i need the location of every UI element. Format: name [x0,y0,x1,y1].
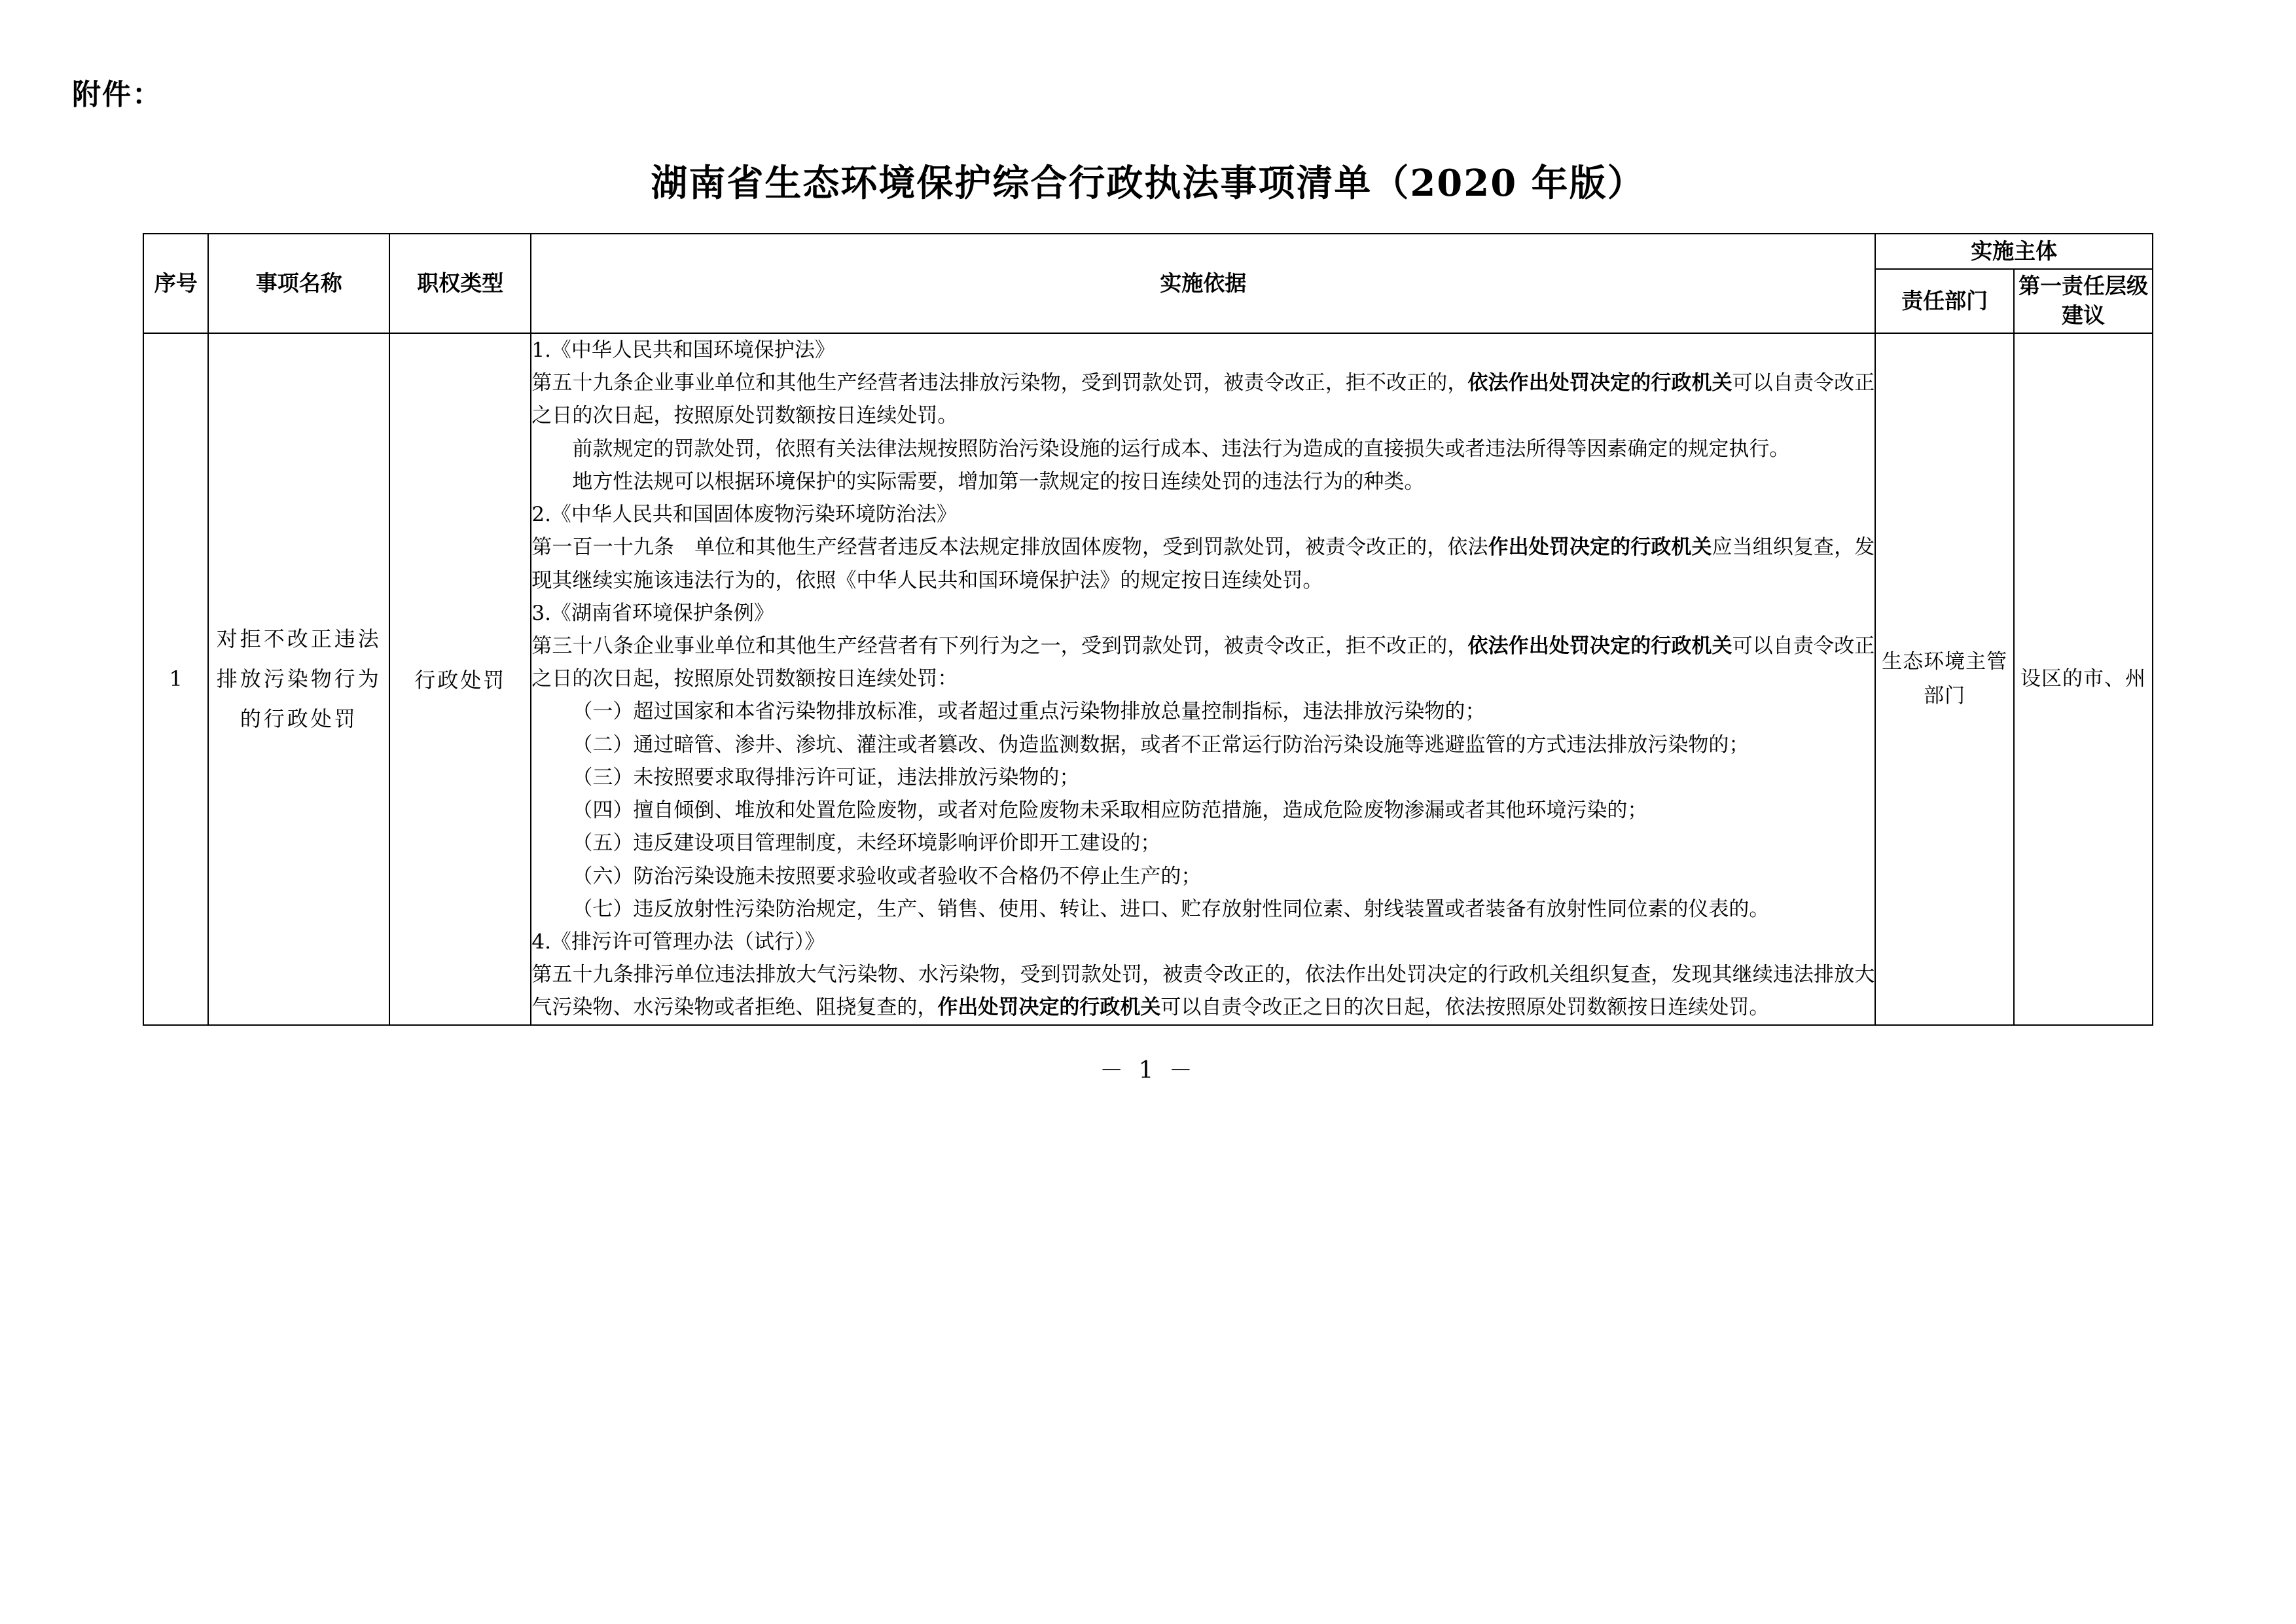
cell-basis [531,333,1875,1025]
basis-text: 地方性法规可以根据环境保护的实际需要，增加第一款规定的按日连续处罚的违法行为的种类。 [572,469,1425,494]
page-number: － 1 － [1100,1056,1196,1084]
basis-paragraph [531,367,1874,432]
basis-text: 第五十九条排污单位违法排放大气污染物、水污染物，受到罚款处罚，被责令改正的，依法作出处罚决定的行政机关组织复查，发现其继续违法排放大气污染物、水污染物或者拒绝、阻挠复查的， [531,963,1875,1020]
basis-text: 可以自责令改正之日的次日起，按照原处罚数额按日连续处罚： [531,634,1875,691]
basis-text: （三）未按照要求取得排污许可证，违法排放污染物的； [572,765,1080,789]
basis-text: （四）擅自倾倒、堆放和处置危险废物，或者对危险废物未采取相应防范措施，造成危险废物渗漏或者其他环境污染的； [572,799,1648,823]
basis-text: 第五十九条企业事业单位和其他生产经营者违法排放污染物，受到罚款处罚，被责令改正，拒不改正的， [531,371,1468,395]
basis-paragraph [531,433,1874,465]
table-header-row-1 [143,234,2153,269]
basis-paragraph [531,597,1874,630]
basis-paragraph [531,465,1874,498]
basis-text: 3.《湖南省环境保护条例》 [531,601,774,625]
basis-paragraph [531,729,1874,761]
page-title: 湖南省生态环境保护综合行政执法事项清单（2020 年版） [651,162,1645,205]
header-first-level: 第一责任层级建议 [2014,269,2153,333]
basis-emphasis: 依法作出处罚决定的行政机关 [1467,634,1732,658]
cell-item-name: 对拒不改正违法排放污染物行为的行政处罚 [208,333,389,1025]
basis-paragraph [531,498,1874,531]
cell-first-level: 设区的市、州 [2014,333,2153,1025]
header-basis: 实施依据 [531,234,1875,333]
basis-paragraph [531,630,1874,695]
basis-text: （六）防治污染设施未按照要求验收或者验收不合格仍不停止生产的； [572,864,1202,888]
basis-emphasis: 依法作出处罚决定的行政机关 [1467,371,1732,395]
basis-paragraph [531,794,1874,827]
enforcement-items-table [143,233,2153,1026]
cell-seq: 1 [143,333,208,1025]
header-item-name: 事项名称 [208,234,389,333]
basis-text: 第一百一十九条 单位和其他生产经营者违反本法规定排放固体废物，受到罚款处罚，被责令改正的，依法 [531,535,1488,560]
basis-paragraph [531,695,1874,728]
basis-paragraph [531,860,1874,893]
basis-text: （五）违反建设项目管理制度，未经环境影响评价即开工建设的； [572,831,1161,856]
basis-text: 前款规定的罚款处罚，依照有关法律法规按照防治污染设施的运行成本、违法行为造成的直接损失或者违法所得等因素确定的规定执行。 [572,437,1790,461]
basis-paragraph [531,926,1874,958]
basis-text: 1.《中华人民共和国环境保护法》 [531,338,835,362]
basis-paragraph [531,334,1874,367]
basis-text: 第三十八条企业事业单位和其他生产经营者有下列行为之一，受到罚款处罚，被责令改正，拒不改正的， [531,634,1468,658]
basis-emphasis: 作出处罚决定的行政机关 [1488,535,1712,560]
basis-paragraph [531,531,1874,596]
basis-text: 应当组织复查，发现其继续实施该违法行为的，依照《中华人民共和国环境保护法》的规定按日连续处罚。 [531,535,1875,592]
header-responsible-dept: 责任部门 [1875,269,2014,333]
basis-text: 4.《排污许可管理办法（试行）》 [531,929,825,954]
header-seq [143,234,208,333]
header-subject-group: 实施主体 [1875,234,2153,269]
cell-responsible-dept: 生态环境主管部门 [1875,333,2014,1025]
basis-paragraph [531,893,1874,926]
basis-text: 2.《中华人民共和国固体废物污染环境防治法》 [531,503,957,527]
header-seq-label: 序号 [154,270,198,297]
basis-text: 可以自责令改正之日的次日起，依法按照原处罚数额按日连续处罚。 [1160,996,1770,1020]
basis-text: （一）超过国家和本省污染物排放标准，或者超过重点污染物排放总量控制指标，违法排放污染物的； [572,700,1486,724]
basis-text: 可以自责令改正之日的次日起，按照原处罚数额按日连续处罚。 [531,371,1875,428]
basis-paragraph [531,827,1874,859]
table-row [143,333,2153,1025]
basis-emphasis: 作出处罚决定的行政机关 [937,996,1161,1020]
basis-paragraph [531,761,1874,794]
basis-paragraph [531,958,1874,1024]
cell-power-type: 行政处罚 [389,333,531,1025]
basis-text: （七）违反放射性污染防治规定，生产、销售、使用、转让、进口、贮存放射性同位素、射线装置或者装备有放射性同位素的仪表的。 [572,897,1770,921]
attachment-label: 附件： [72,78,162,111]
basis-text: （二）通过暗管、渗井、渗坑、灌注或者篡改、伪造监测数据，或者不正常运行防治污染设施等逃避监管的方式违法排放污染物的； [572,732,1749,757]
header-power-type: 职权类型 [389,234,531,333]
